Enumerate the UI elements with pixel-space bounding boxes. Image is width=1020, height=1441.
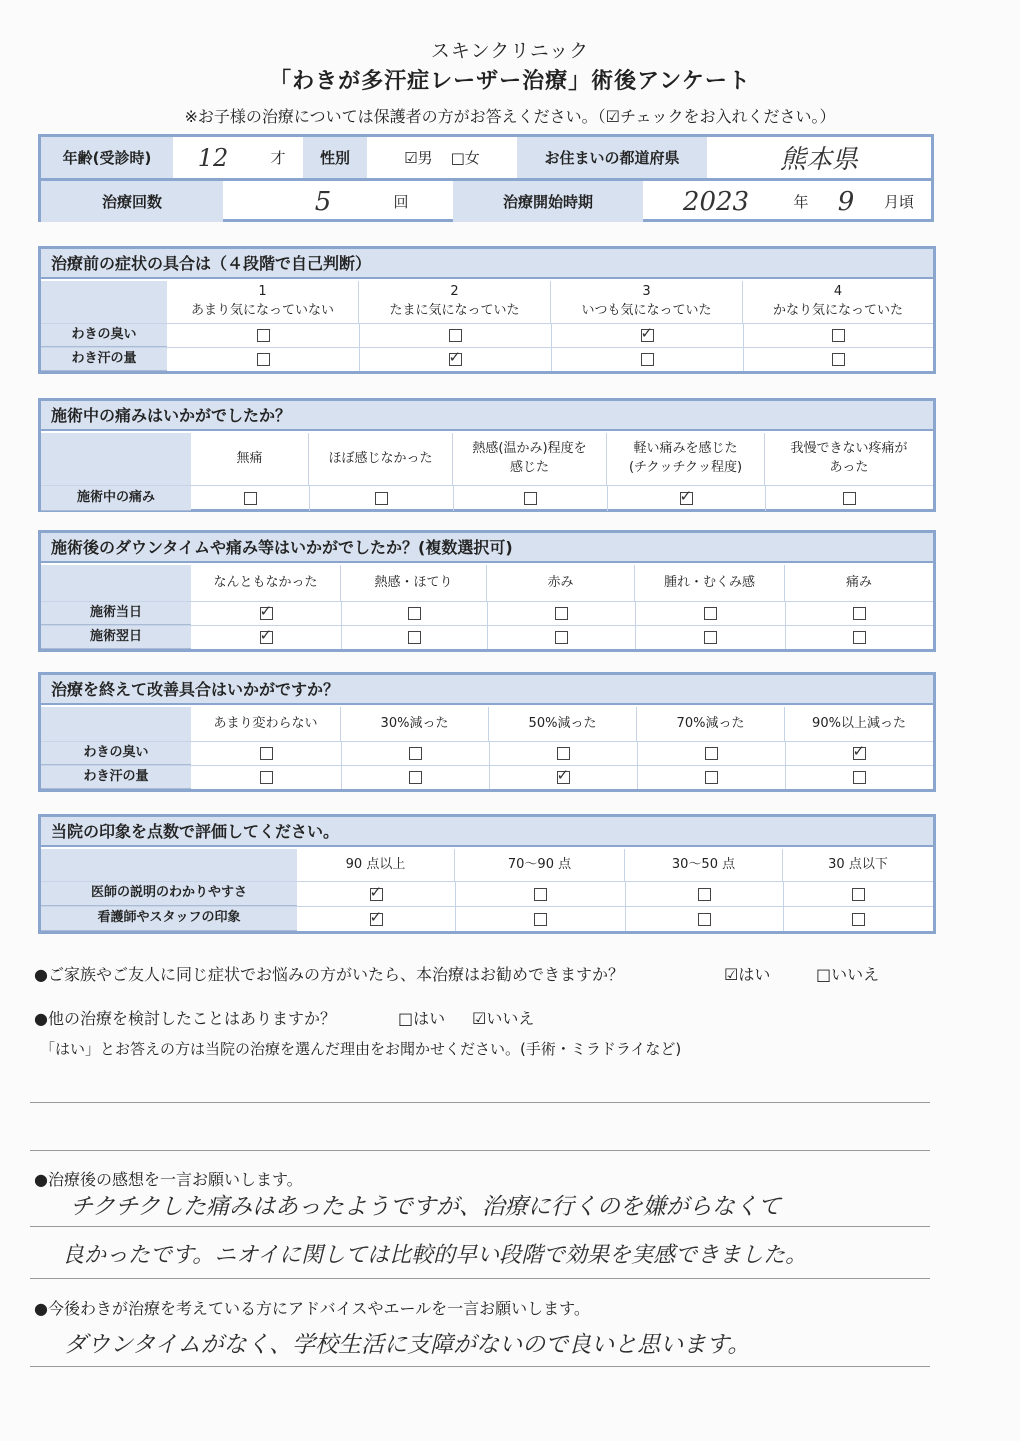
answer-cell xyxy=(191,626,341,649)
section-pre-symptoms xyxy=(38,246,936,374)
answer-cell xyxy=(455,907,625,931)
year-unit: 年 xyxy=(793,193,809,211)
col-label: 我慢できない疼痛が あった xyxy=(790,441,908,475)
checked-checkbox[interactable] xyxy=(853,747,866,760)
checkbox[interactable] xyxy=(853,631,866,644)
column-divider xyxy=(637,742,638,789)
survey-note: ※お子様の治療については保護者の方がお答えください。（☑チェックをお入れください。） xyxy=(184,107,836,126)
col-number: 1 xyxy=(258,284,267,300)
section-title: 治療前の症状の具合は（４段階で自己判断） xyxy=(41,249,933,279)
answer-cell xyxy=(359,348,551,371)
answer-cell xyxy=(489,742,637,765)
answer-line xyxy=(30,1278,930,1279)
survey-title: 「わきが多汗症レーザー治療」術後アンケート xyxy=(269,69,751,94)
checkbox[interactable] xyxy=(408,631,421,644)
col-label: あまり気になっていない xyxy=(190,303,334,318)
count-unit: 回 xyxy=(393,193,409,211)
checkbox[interactable] xyxy=(555,607,568,620)
checkbox[interactable] xyxy=(704,631,717,644)
col-header-1 xyxy=(167,281,359,323)
count-value: 5 xyxy=(314,186,332,217)
checked-checkbox[interactable] xyxy=(370,888,383,901)
col-header-4 xyxy=(743,281,933,323)
checkbox[interactable] xyxy=(409,747,422,760)
checkbox[interactable] xyxy=(534,888,547,901)
recommend-question: ●ご家族やご友人に同じ症状でお悩みの方がいたら、本治療はお勧めできますか？ xyxy=(34,965,624,984)
checked-checkbox[interactable] xyxy=(370,913,383,926)
answer-line xyxy=(30,1102,930,1103)
clinic-name: スキンクリニック xyxy=(430,40,590,62)
checkbox[interactable] xyxy=(534,913,547,926)
answer-cell xyxy=(341,766,489,789)
column-divider xyxy=(783,882,784,931)
advice-question: ●今後わきが治療を考えている方にアドバイスやエールを一言お願いします。 xyxy=(34,1299,590,1318)
answer-cell xyxy=(785,742,933,765)
answer-cell xyxy=(625,882,783,906)
corner-cell xyxy=(41,433,191,485)
section-title: 施術中の痛みはいかがでしたか？ xyxy=(41,401,933,431)
col-label: 70〜90 点 xyxy=(455,849,625,881)
checked-checkbox[interactable] xyxy=(641,329,654,342)
column-divider xyxy=(765,486,766,511)
answer-cell xyxy=(191,766,341,789)
checked-checkbox[interactable] xyxy=(557,771,570,784)
answer-cell xyxy=(297,882,455,906)
checkbox[interactable] xyxy=(705,771,718,784)
answer-cell xyxy=(607,486,765,511)
corner-cell xyxy=(41,281,167,323)
row-label: わきの臭い xyxy=(41,324,167,347)
answer-cell xyxy=(635,626,785,649)
impression-answer-line1: チクチクした痛みはあったようですが、治療に行くのを嫌がらなくて xyxy=(70,1194,781,1220)
checkbox[interactable] xyxy=(260,771,273,784)
impression-question: ●治療後の感想を一言お願いします。 xyxy=(34,1170,303,1189)
answer-cell xyxy=(783,882,933,906)
checkbox[interactable] xyxy=(852,913,865,926)
answer-cell xyxy=(487,602,635,625)
column-divider xyxy=(607,486,608,511)
improvement-grid xyxy=(41,707,933,789)
col-label: 熱感(温かみ)程度を 感じた xyxy=(453,433,607,485)
sex-options xyxy=(367,137,517,178)
checkbox[interactable] xyxy=(449,329,462,342)
other-treatment-question: ●他の治療を検討したことはありますか？ xyxy=(34,1009,336,1028)
recommend-yes-checkbox[interactable]: ☑はい xyxy=(724,965,771,984)
column-divider xyxy=(487,602,488,649)
answer-cell xyxy=(341,602,487,625)
checkbox[interactable] xyxy=(705,747,718,760)
column-divider xyxy=(453,486,454,511)
answer-cell xyxy=(309,486,453,511)
col-label: 30 点以下 xyxy=(828,856,888,872)
answer-cell xyxy=(453,486,607,511)
answer-cell xyxy=(785,626,933,649)
column-divider xyxy=(489,742,490,789)
col-label: 痛み xyxy=(845,574,872,590)
col-label: 無痛 xyxy=(191,433,309,485)
section-downtime xyxy=(38,530,936,652)
checkbox[interactable] xyxy=(852,888,865,901)
pref-value: 熊本県 xyxy=(779,145,858,175)
column-divider xyxy=(743,324,744,371)
col-label: あまり変わらない xyxy=(191,707,341,741)
checkbox[interactable] xyxy=(257,353,270,366)
advice-answer: ダウンタイムがなく、学校生活に支障がないので良いと思います。 xyxy=(64,1332,751,1358)
answer-cell xyxy=(455,882,625,906)
answer-cell xyxy=(625,907,783,931)
row-label: 医師の説明のわかりやすさ xyxy=(41,882,297,906)
row-label: 施術中の痛み xyxy=(41,486,191,511)
month-unit: 月頃 xyxy=(883,193,914,211)
row-label: 施術翌日 xyxy=(41,626,191,649)
checkbox[interactable] xyxy=(244,492,257,505)
checkbox[interactable] xyxy=(698,888,711,901)
answer-line xyxy=(30,1226,930,1227)
col-number: 2 xyxy=(450,284,459,300)
checkbox[interactable] xyxy=(853,771,866,784)
answer-cell xyxy=(551,324,743,347)
col-header-2 xyxy=(359,281,551,323)
start-year: 2023 xyxy=(682,186,750,217)
checkbox[interactable] xyxy=(409,771,422,784)
section-title: 当院の印象を点数で評価してください。 xyxy=(41,817,933,847)
column-divider xyxy=(309,486,310,511)
checkbox[interactable] xyxy=(260,747,273,760)
section-title: 治療を終えて改善具合はいかがですか？ xyxy=(41,675,933,705)
col-label: 30%減った xyxy=(341,707,489,741)
answer-cell xyxy=(785,766,933,789)
answer-cell xyxy=(489,766,637,789)
section-title: 施術後のダウンタイムや痛み等はいかがでしたか？(複数選択可) xyxy=(41,533,933,563)
col-label: 90 点以上 xyxy=(297,849,455,881)
answer-cell xyxy=(487,626,635,649)
symptom-grid xyxy=(41,281,933,371)
column-divider xyxy=(785,602,786,649)
column-divider xyxy=(341,602,342,649)
checkbox[interactable] xyxy=(704,607,717,620)
answer-cell xyxy=(743,348,933,371)
sex-label: 性別 xyxy=(303,137,367,178)
col-label: 軽い痛みを感じた (チクッチクッ程度) xyxy=(607,433,765,485)
column-divider xyxy=(359,324,360,371)
corner-cell xyxy=(41,849,297,881)
col-label: かなり気になっていた xyxy=(772,303,903,318)
age-unit: 才 xyxy=(270,149,286,167)
section-rating xyxy=(38,814,936,934)
col-label: いつも気になっていた xyxy=(581,303,712,318)
impression-answer-line2: 良かったです。ニオイに関しては比較的早い段階で効果を実感できました。 xyxy=(62,1243,808,1268)
col-label: ほぼ感じなかった xyxy=(309,433,453,485)
row-label: わき汗の量 xyxy=(41,766,191,789)
answer-cell xyxy=(167,324,359,347)
section-pain-during xyxy=(38,398,936,512)
col-header-3 xyxy=(551,281,743,323)
age-label: 年齢(受診時) xyxy=(41,137,173,178)
column-divider xyxy=(551,324,552,371)
checkbox[interactable] xyxy=(524,492,537,505)
column-divider xyxy=(625,882,626,931)
checkbox[interactable] xyxy=(641,353,654,366)
other-no-checkbox[interactable]: ☑いいえ xyxy=(472,1009,535,1028)
count-label: 治療回数 xyxy=(41,181,223,222)
answer-line xyxy=(30,1366,930,1367)
checked-checkbox[interactable] xyxy=(260,607,273,620)
col-label: 赤み xyxy=(487,565,635,601)
answer-cell xyxy=(359,324,551,347)
col-label: 腫れ・むくみ感 xyxy=(635,565,785,601)
pref-label: お住まいの都道府県 xyxy=(517,137,707,178)
corner-cell xyxy=(41,565,191,601)
checkbox[interactable] xyxy=(555,631,568,644)
rating-grid xyxy=(41,849,933,931)
start-month: 9 xyxy=(837,186,855,217)
checkbox[interactable] xyxy=(843,492,856,505)
recommend-no-checkbox[interactable]: □いいえ xyxy=(816,965,880,984)
col-label: 30〜50 点 xyxy=(625,849,783,881)
answer-cell xyxy=(297,907,455,931)
answer-cell xyxy=(635,602,785,625)
answer-cell xyxy=(765,486,933,511)
sex-male-checkbox[interactable]: ☑男 xyxy=(404,149,433,167)
col-label: 50%減った xyxy=(489,707,637,741)
answer-cell xyxy=(341,742,489,765)
answer-cell xyxy=(637,766,785,789)
answer-cell xyxy=(191,742,341,765)
answer-cell xyxy=(783,907,933,931)
downtime-grid xyxy=(41,565,933,649)
col-number: 3 xyxy=(642,284,651,300)
column-divider xyxy=(635,602,636,649)
age-value: 12 xyxy=(197,143,229,172)
sex-female-checkbox[interactable]: □女 xyxy=(450,149,480,167)
other-reason-prompt: 「はい」とお答えの方は当院の治療を選んだ理由をお聞かせください。(手術・ミラドライなど) xyxy=(40,1040,682,1058)
answer-cell xyxy=(167,348,359,371)
row-label: わき汗の量 xyxy=(41,348,167,371)
answer-cell xyxy=(551,348,743,371)
checked-checkbox[interactable] xyxy=(260,631,273,644)
row-label: 看護師やスタッフの印象 xyxy=(41,907,297,931)
row-label: 施術当日 xyxy=(41,602,191,625)
answer-line xyxy=(30,1150,930,1151)
column-divider xyxy=(785,742,786,789)
corner-cell xyxy=(41,707,191,741)
answer-cell xyxy=(743,324,933,347)
col-number: 4 xyxy=(833,284,843,300)
col-label: 90%以上減った xyxy=(812,715,906,731)
col-label: 70%減った xyxy=(637,707,785,741)
answer-cell xyxy=(637,742,785,765)
checkbox[interactable] xyxy=(832,353,845,366)
checkbox[interactable] xyxy=(832,329,845,342)
answer-cell xyxy=(191,602,341,625)
checkbox[interactable] xyxy=(557,747,570,760)
start-label: 治療開始時期 xyxy=(453,181,643,222)
answer-cell xyxy=(785,602,933,625)
col-label: 熱感・ほてり xyxy=(341,565,487,601)
row-label: わきの臭い xyxy=(41,742,191,765)
other-yes-checkbox[interactable]: □はい xyxy=(398,1009,446,1028)
checkbox[interactable] xyxy=(257,329,270,342)
checkbox[interactable] xyxy=(853,607,866,620)
col-label: なんともなかった xyxy=(191,565,341,601)
checked-checkbox[interactable] xyxy=(680,492,693,505)
checkbox[interactable] xyxy=(698,913,711,926)
col-label: たまに気になっていた xyxy=(389,303,520,318)
info-table xyxy=(38,134,934,222)
section-improvement xyxy=(38,672,936,792)
checked-checkbox[interactable] xyxy=(449,353,462,366)
column-divider xyxy=(341,742,342,789)
checkbox[interactable] xyxy=(375,492,388,505)
answer-cell xyxy=(341,626,487,649)
pain-grid xyxy=(41,433,933,511)
column-divider xyxy=(455,882,456,931)
checkbox[interactable] xyxy=(408,607,421,620)
answer-cell xyxy=(191,486,309,511)
